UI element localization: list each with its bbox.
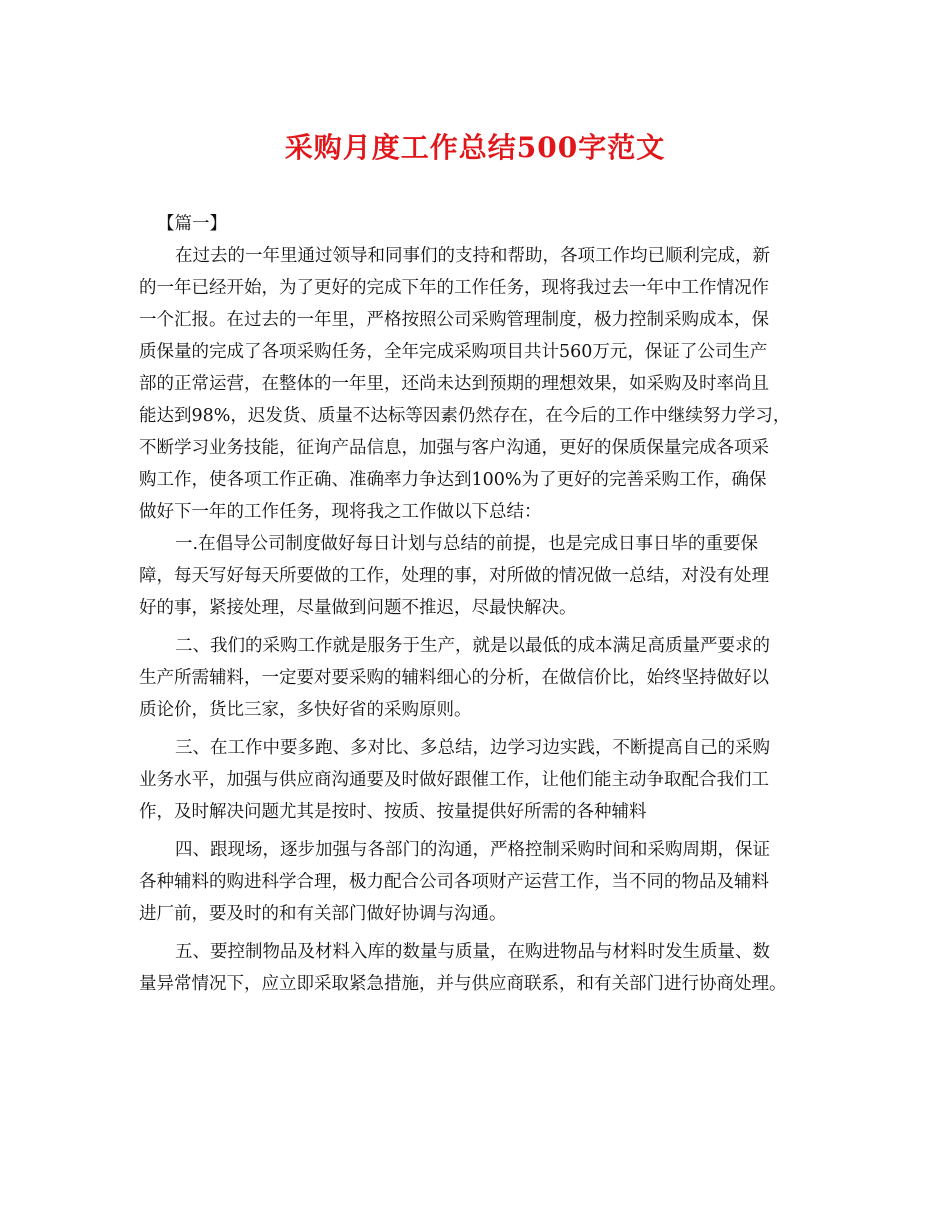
paragraph-1-line-3: 一个汇报。在过去的一年里，严格按照公司采购管理制度，极力控制采购成本，保 — [139, 310, 769, 330]
paragraph-1-line-1: 在过去的一年里通过领导和同事们的支持和帮助，各项工作均已顺利完成，新 — [175, 246, 770, 266]
paragraph-1-line-4: 质保量的完成了各项采购任务，全年完成采购项目共计560万元，保证了公司生产 — [139, 342, 768, 362]
paragraph-2-line-1: 一.在倡导公司制度做好每日计划与总结的前提，也是完成日事日毕的重要保 — [175, 534, 759, 554]
paragraph-1-line-5: 部的正常运营，在整体的一年里，还尚未达到预期的理想效果，如采购及时率尚且 — [139, 374, 769, 394]
paragraph-3-line-1: 二、我们的采购工作就是服务于生产，就是以最低的成本满足高质量严要求的 — [175, 636, 770, 656]
paragraph-1-line-7: 不断学习业务技能，征询产品信息，加强与客户沟通，更好的保质保量完成各项采 — [139, 438, 769, 458]
section-label: 【篇一】 — [157, 214, 227, 234]
paragraph-5-line-3: 进厂前，要及时的和有关部门做好协调与沟通。 — [139, 904, 507, 924]
paragraph-3-line-2: 生产所需辅料，一定要对要采购的辅料细心的分析，在做信价比，始终坚持做好以 — [139, 668, 769, 688]
paragraph-1-line-8: 购工作，使各项工作正确、准确率力争达到100%为了更好的完善采购工作，确保 — [139, 470, 767, 490]
paragraph-6-line-2: 量异常情况下，应立即采取紧急措施，并与供应商联系，和有关部门进行协商处理。 — [139, 974, 787, 994]
paragraph-6-line-1: 五、要控制物品及材料入库的数量与质量，在购进物品与材料时发生质量、数 — [175, 942, 770, 962]
paragraph-4-line-3: 作，及时解决问题尤其是按时、按质、按量提供好所需的各种辅料 — [139, 802, 647, 822]
paragraph-2-line-2: 障，每天写好每天所要做的工作，处理的事，对所做的情况做一总结，对没有处理 — [139, 566, 769, 586]
document-title: 采购月度工作总结500字范文 — [284, 131, 666, 164]
paragraph-3-line-3: 质论价，货比三家，多快好省的采购原则。 — [139, 700, 472, 720]
paragraph-5-line-1: 四、跟现场，逐步加强与各部门的沟通，严格控制采购时间和采购周期，保证 — [175, 840, 770, 860]
paragraph-1-line-2: 的一年已经开始，为了更好的完成下年的工作任务，现将我过去一年中工作情况作 — [139, 278, 769, 298]
paragraph-4-line-1: 三、在工作中要多跑、多对比、多总结，边学习边实践，不断提高自己的采购 — [175, 738, 770, 758]
paragraph-4-line-2: 业务水平，加强与供应商沟通要及时做好跟催工作，让他们能主动争取配合我们工 — [139, 770, 769, 790]
paragraph-5-line-2: 各种辅料的购进科学合理，极力配合公司各项财产运营工作，当不同的物品及辅料 — [139, 872, 769, 892]
document-body — [139, 208, 824, 1000]
paragraph-1-line-9: 做好下一年的工作任务，现将我之工作做以下总结： — [139, 502, 542, 522]
paragraph-1-line-6: 能达到98%，迟发货、质量不达标等因素仍然存在，在今后的工作中继续努力学习， — [139, 406, 791, 426]
paragraph-2-line-3: 好的事，紧接处理，尽量做到问题不推迟，尽最快解决。 — [139, 598, 577, 618]
